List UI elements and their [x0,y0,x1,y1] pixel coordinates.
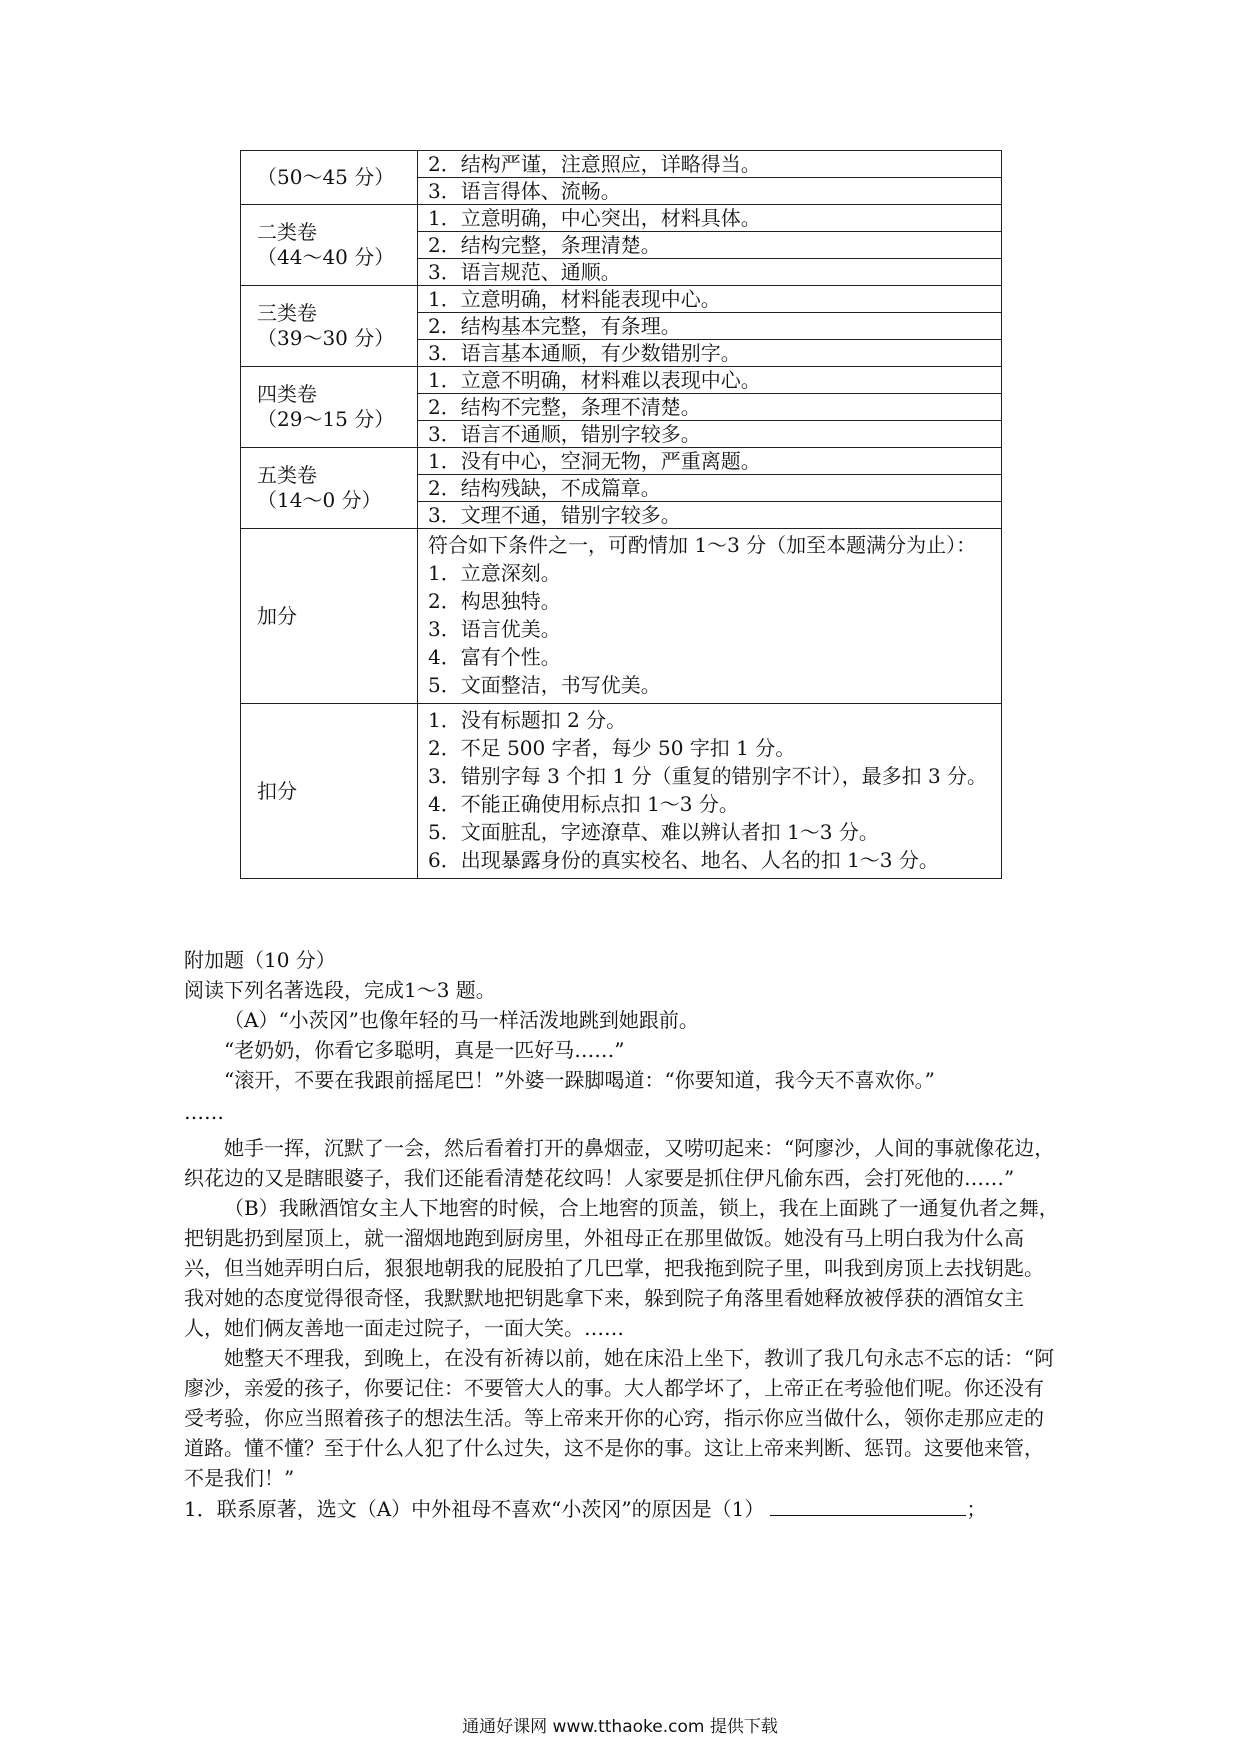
criterion-cell: 2．结构严谨，注意照应，详略得当。 [418,151,1002,178]
criterion-cell: 3．文理不通，错别字较多。 [418,502,1002,529]
category-name: 三类卷 [257,301,317,325]
passage-a-paragraph: （A）“小茨冈”也像年轻的马一样活泼地跳到她跟前。 [224,1008,699,1032]
passage-b-paragraph: （B）我瞅酒馆女主人下地窖的时候，合上地窖的顶盖，锁上，我在上面跳了一通复仇者之舞，把钥匙扔到屋顶上，就一溜烟地跑到厨房里，外祖母正在那里做饭。她没有马上明白我为什么高兴，但当她弄明白后，狠狠地朝我的屁股拍了几巴掌，把我拖到院子里，叫我到房顶上去找钥匙。我对她的态度觉得很奇怪，我默默地把钥匙拿下来，躲到院子角落里看她释放被俘获的酒馆女主人，她们俩友善地一面走过院子，一面大笑。…… [184,1196,1059,1340]
category-class-4 [241,367,418,448]
category-name: 二类卷 [257,220,317,244]
bonus-line: 2．构思独特。 [428,589,561,613]
passage-a-paragraph: “老奶奶，你看它多聪明，真是一匹好马……” [224,1038,625,1062]
ellipsis: …… [184,1100,224,1124]
criterion-cell: 2．结构残缺，不成篇章。 [418,475,1002,502]
bonus-line: 5．文面整洁，书写优美。 [428,673,661,697]
criterion-cell: 1．立意不明确，材料难以表现中心。 [418,367,1002,394]
question-1-end: ； [966,1497,987,1521]
passage-a-paragraph: “滚开，不要在我跟前摇尾巴！”外婆一跺脚喝道：“你要知道，我今天不喜欢你。” [224,1068,935,1092]
category-deduction: 扣分 [241,704,418,879]
deduction-line: 1．没有标题扣 2 分。 [428,708,627,732]
bonus-line: 符合如下条件之一，可酌情加 1～3 分（加至本题满分为止）： [428,533,977,557]
answer-blank[interactable] [770,1493,966,1516]
section-heading: 附加题（10 分） [184,948,336,972]
page-footer: 通通好课网 www.tthaoke.com 提供下载 [462,1717,778,1737]
category-name: 四类卷 [257,382,317,406]
criterion-cell: 3．语言不通顺，错别字较多。 [418,421,1002,448]
deduction-criteria [418,704,1002,879]
category-score: （29～15 分） [257,407,395,431]
deduction-line: 3．错别字每 3 个扣 1 分（重复的错别字不计），最多扣 3 分。 [428,764,988,788]
category-class-3 [241,286,418,367]
criterion-cell: 2．结构不完整，条理不清楚。 [418,394,1002,421]
bonus-criteria [418,529,1002,704]
category-bonus: 加分 [241,529,418,704]
criterion-cell: 1．立意明确，材料能表现中心。 [418,286,1002,313]
passage-b-paragraph: 她整天不理我，到晚上，在没有祈祷以前，她在床沿上坐下，教训了我几句永志不忘的话：“阿廖沙，亲爱的孩子，你要记住：不要管大人的事。大人都学坏了，上帝正在考验他们呢。你还没有受考验，你应当照着孩子的想法生活。等上帝来开你的心窍，指示你应当做什么，领你走那应走的道路。懂不懂？至于什么人犯了什么过失，这不是你的事。这让上帝来判断、惩罚。这要他来管，不是我们！” [184,1346,1055,1490]
category-class-2 [241,205,418,286]
section-instruction: 阅读下列名著选段，完成1～3 题。 [184,978,496,1002]
bonus-line: 3．语言优美。 [428,617,561,641]
deduction-line: 6．出现暴露身份的真实校名、地名、人名的扣 1～3 分。 [428,848,939,872]
category-score: （50～45 分） [257,165,395,189]
criterion-cell: 1．立意明确，中心突出，材料具体。 [418,205,1002,232]
category-first [241,151,418,205]
category-name: 五类卷 [257,463,317,487]
bonus-line: 4．富有个性。 [428,645,561,669]
question-1 [184,1493,1062,1524]
criterion-cell: 3．语言规范、通顺。 [418,259,1002,286]
deduction-line: 2．不足 500 字者，每少 50 字扣 1 分。 [428,736,796,760]
criterion-cell: 1．没有中心，空洞无物，严重离题。 [418,448,1002,475]
criterion-cell: 3．语言基本通顺，有少数错别字。 [418,340,1002,367]
bonus-question-section [184,945,1062,1524]
deduction-line: 5．文面脏乱，字迹潦草、难以辨认者扣 1～3 分。 [428,820,879,844]
category-class-5 [241,448,418,529]
passage-a-paragraph: 她手一挥，沉默了一会，然后看着打开的鼻烟壶，又唠叨起来：“阿廖沙，人间的事就像花边，织花边的又是瞎眼婆子，我们还能看清楚花纹吗！人家要是抓住伊凡偷东西，会打死他的……” [184,1136,1055,1190]
question-1-text: 1．联系原著，选文（A）中外祖母不喜欢“小茨冈”的原因是（1） [184,1497,765,1521]
deduction-line: 4．不能正确使用标点扣 1～3 分。 [428,792,739,816]
criterion-cell: 2．结构基本完整，有条理。 [418,313,1002,340]
category-score: （14～0 分） [257,488,382,512]
bonus-line: 1．立意深刻。 [428,561,561,585]
grading-table [240,150,1002,879]
criterion-cell: 3．语言得体、流畅。 [418,178,1002,205]
criterion-cell: 2．结构完整，条理清楚。 [418,232,1002,259]
category-score: （44～40 分） [257,245,395,269]
category-score: （39～30 分） [257,326,395,350]
